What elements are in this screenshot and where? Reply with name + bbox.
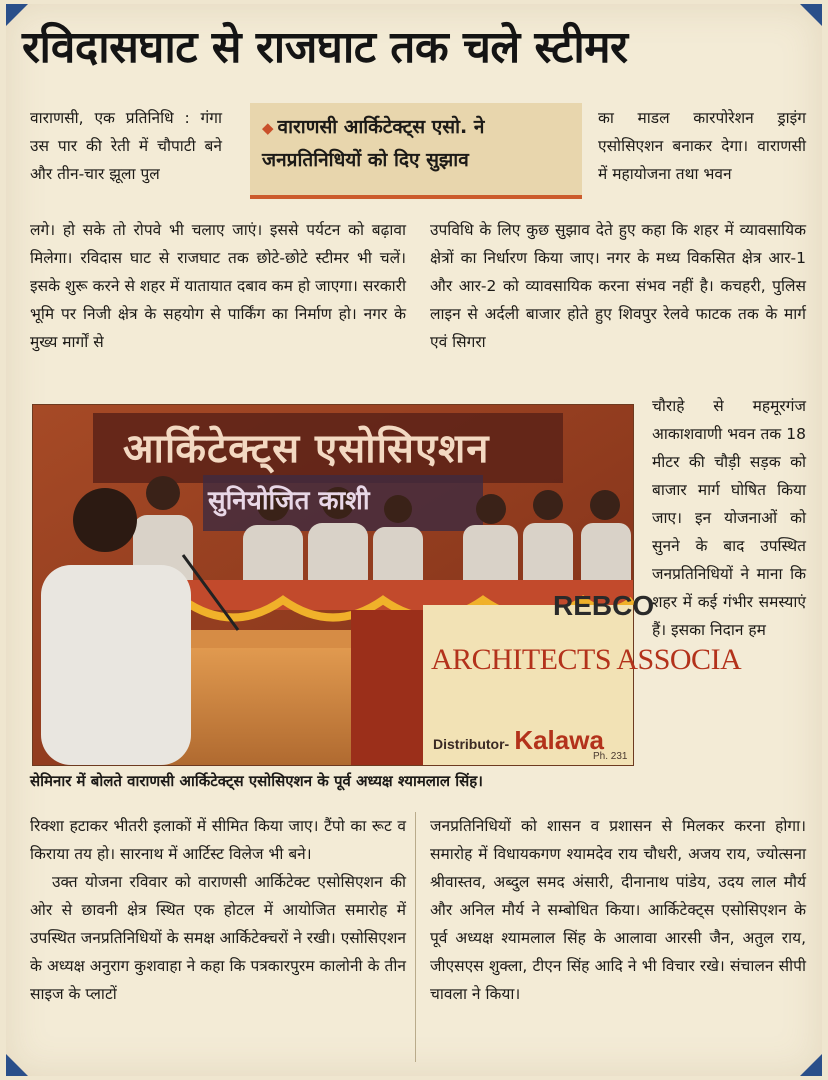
article-right-bottom (430, 812, 806, 1008)
article-right-middle (430, 216, 806, 356)
article-right-middle-text: उपविधि के लिए कुछ सुझाव देते हुए कहा कि शहर में व्यावसायिक क्षेत्रों का निर्धारण किया जाए। नगर के मध्य विकसित क्षेत्र आर-1 और आर-2 को व्यावसायिक करना संभव नहीं है। कचहरी, पुलिस लाइन से अर्दली बाजार होते हुए शिवपुर रेलवे फाटक तक के मार्ग एवं सिगरा (430, 221, 806, 351)
article-right-top-text: का माडल कारपोरेशन ड्राइंग एसोसिएशन बनाकर देगा। वाराणसी में महायोजना तथा भवन (598, 109, 806, 183)
diamond-bullet-icon: ◆ (262, 119, 274, 137)
article-left-middle (30, 216, 406, 356)
article-left-bottom-p2: उक्त योजना रविवार को वाराणसी आर्किटेक्ट एसोसिएशन की ओर से छावनी क्षेत्र स्थित एक होटल में आयोजित समारोह में उपस्थित जनप्रतिनिधियों के समक्ष आर्किटेक्चरों ने रखी। एसोसिएशन के अध्यक्ष अनुराग कुशवाहा ने कहा कि पत्रकारपुरम कालोनी के तीन साइज के प्लाटों (30, 873, 406, 1003)
article-right-narrow (652, 392, 806, 644)
article-right-narrow-text: चौराहे से महमूरगंज आकाशवाणी भवन तक 18 मीटर की चौड़ी सड़क को बाजार मार्ग घोषित किया जाए। इन योजनाओं को सुनने के बाद उपस्थित जनप्रतिनिधियों ने माना कि शहर में कई गंभीर समस्याएं हैं। इसका निदान हम (652, 397, 806, 639)
article-left-top (30, 104, 222, 188)
article-left-top-text: वाराणसी, एक प्रतिनिधि : गंगा उस पार की रेती में चौपाटी बने और तीन-चार झूला पुल (30, 109, 222, 183)
column-divider (415, 812, 416, 1062)
distributor-label: Distributor- (433, 736, 510, 752)
article-right-bottom-text: जनप्रतिनिधियों को शासन व प्रशासन से मिलकर करना होगा। समारोह में विधायकगण श्यामदेव राय चौधरी, अजय राय, ज्योत्सना श्रीवास्तव, अब्दुल समद अंसारी, दीनानाथ पांडेय, उदय लाल मौर्य और अनिल मौर्य ने सम्बोधित किया। आर्किटेक्ट्स एसोसिएशन के पूर्व अध्यक्ष श्यामलाल सिंह के आलावा आरसी जैन, अतुल राय, जीएसएस शुक्ला, टीएन सिंह आदि ने भी विचार रखे। संचालन सीपी चावला ने किया। (430, 817, 806, 1003)
article-right-top (598, 104, 806, 188)
headline: रविदासघाट से राजघाट तक चले स्टीमर (22, 22, 628, 73)
distributor-phone: Ph. 231 (593, 751, 628, 762)
photo-banner-subtext: सुनियोजित काशी (208, 486, 370, 516)
podium-sign-text: ARCHITECTS ASSOCIA (431, 643, 742, 676)
distributor-line (433, 725, 604, 756)
distributor-name: Kalawa (514, 725, 604, 755)
subhead-line-1: वाराणसी आर्किटेक्ट्स एसो. ने (277, 116, 485, 138)
podium-sign-top: REBCO (553, 590, 655, 621)
article-left-bottom-p1: रिक्शा हटाकर भीतरी इलाकों में सीमित किया जाए। टैंपो का रूट व किराया तय हो। सारनाथ में आर्टिस्ट विलेज भी बने। (30, 817, 406, 863)
article-left-middle-text: लगे। हो सके तो रोपवे भी चलाए जाएं। इससे पर्यटन को बढ़ावा मिलेगा। रविदास घाट से राजघाट तक छोटे-छोटे स्टीमर भी चलें। इसके शुरू करने से शहर में यातायात दबाव कम हो जाएगा। सरकारी भूमि पर निजी क्षेत्र के सहयोग से पार्किंग का निर्माण हो। नगर के मुख्य मार्गों से (30, 221, 406, 351)
corner-tape-bottom-right (800, 1054, 822, 1076)
subhead-rule (250, 195, 582, 199)
photo-caption: सेमिनार में बोलते वाराणसी आर्किटेक्ट्स एसोसिएशन के पूर्व अध्यक्ष श्यामलाल सिंह। (30, 772, 483, 790)
corner-tape-bottom-left (6, 1054, 28, 1076)
photo-banner-text: आर्किटेक्ट्स एसोसिएशन (123, 426, 490, 472)
subhead-line-2: जनप्रतिनिधियों को दिए सुझाव (262, 149, 469, 171)
article-left-bottom (30, 812, 406, 1008)
subhead-box (250, 103, 582, 195)
